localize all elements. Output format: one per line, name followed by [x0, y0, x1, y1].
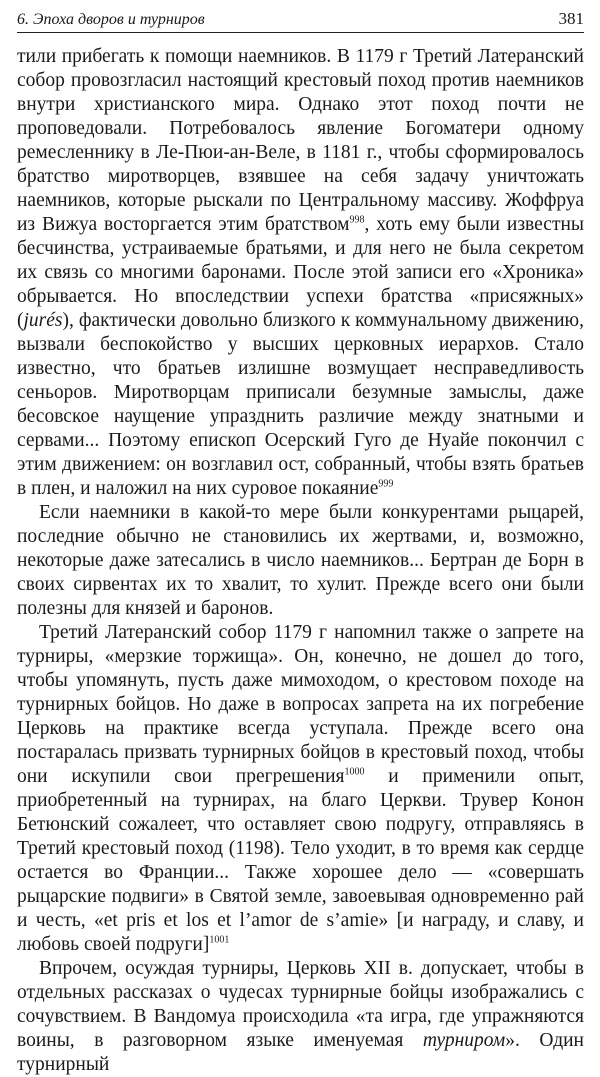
footnote-ref: 999 [378, 478, 394, 490]
running-head: 6. Эпоха дворов и турниров [17, 11, 205, 28]
footnote-ref: 998 [349, 214, 365, 226]
page-number: 381 [558, 9, 584, 28]
text-run: Впрочем, осуждая турниры, Церковь XII в. допускает, чтобы в отдельных рассказах о чудесах турнирные бойцы изображались с сочувствием. В Вандомуа происходила «та игра, где упражняются воины, в разговорном языке именуемая [17, 958, 584, 1051]
text-run: Третий Латеранский собор 1179 г напомнил также о запрете на турниры, «мерзкие торжища». Он, конечно, не дошел до того, чтобы упомянуть, пусть даже мимоходом, о крестовом походе на турнирных бойцов. Но даже в вопросах запрета на их погребение Церковь на практике всегда уступала. Прежде всего она постаралась призвать турнирных бойцов в крестовый поход, чтобы они искупили свои прегрешения [17, 622, 584, 787]
paragraph [17, 501, 584, 621]
text-run: Если наемники в какой-то мере были конкурентами рыцарей, последние обычно не становились их жертвами, и, возможно, некоторые даже затесались в число наемников... Бертран де Борн в своих сирвентах их то хвалит, то хулит. Прежде всего они были полезны для князей и баронов. [17, 502, 584, 619]
italic-term: турниром [422, 1030, 506, 1051]
paragraph [17, 621, 584, 957]
body-text [17, 45, 584, 1077]
text-run: тили прибегать к помощи наемников. В 1179 г Третий Латеранский собор провозгласил настоящий крестовый поход против наемников внутри христианского мира. Однако этот поход почти не проповедовали. Потребовалось явление Богоматери одному ремесленнику в Ле-Пюи-ан-Веле, в 1181 г., чтобы сформировалось братство миротворцев, взявшее на себя задачу уничтожать наемников, которые рыскали по Центральному массиву. Жоффруа из Вижуа восторгается этим братством [17, 46, 584, 235]
footnote-ref: 1001 [209, 934, 230, 946]
text-run: ». Один турнирный [17, 1030, 584, 1075]
text-run: ), фактически довольно близкого к коммунальному движению, вызвали беспокойство у высших церковных иерархов. Стало известно, что братьев излишне возмущает несправедливость сеньоров. Миротворцам приписали безумные замыслы, даже бесовское наущение упразднить различие между знатными и сервами... Поэтому епископ Осерский Гуго де Нуайе покончил с этим движением: он возглавил ост, собранный, чтобы взять братьев в плен, и наложил на них суровое покаяние [17, 310, 584, 499]
italic-term: jurés [23, 310, 63, 331]
footnote-ref: 1000 [344, 766, 365, 778]
page-header [17, 6, 584, 33]
text-run: и применили опыт, приобретенный на турнирах, на благо Церкви. Трувер Конон Бетюнский сожалеет, что оставляет свою подругу, отправляясь в Третий крестовый поход (1198). Тело уходит, в то время как сердце остается во Франции... Также хорошее дело — «совершать рыцарские подвиги» в Святой земле, завоевывая одновременно рай и честь, «et pris et los et l’amor de s’amie» [и награду, и славу, и любовь своей подруги] [17, 766, 584, 955]
paragraph [17, 45, 584, 501]
text-run: , хоть ему были известны бесчинства, устраиваемые братьями, и для него не была секретом их связь со многими баронами. После этой записи его «Хроника» обрывается. Но впоследствии успехи братства «присяжных» ( [17, 214, 584, 331]
paragraph [17, 957, 584, 1077]
